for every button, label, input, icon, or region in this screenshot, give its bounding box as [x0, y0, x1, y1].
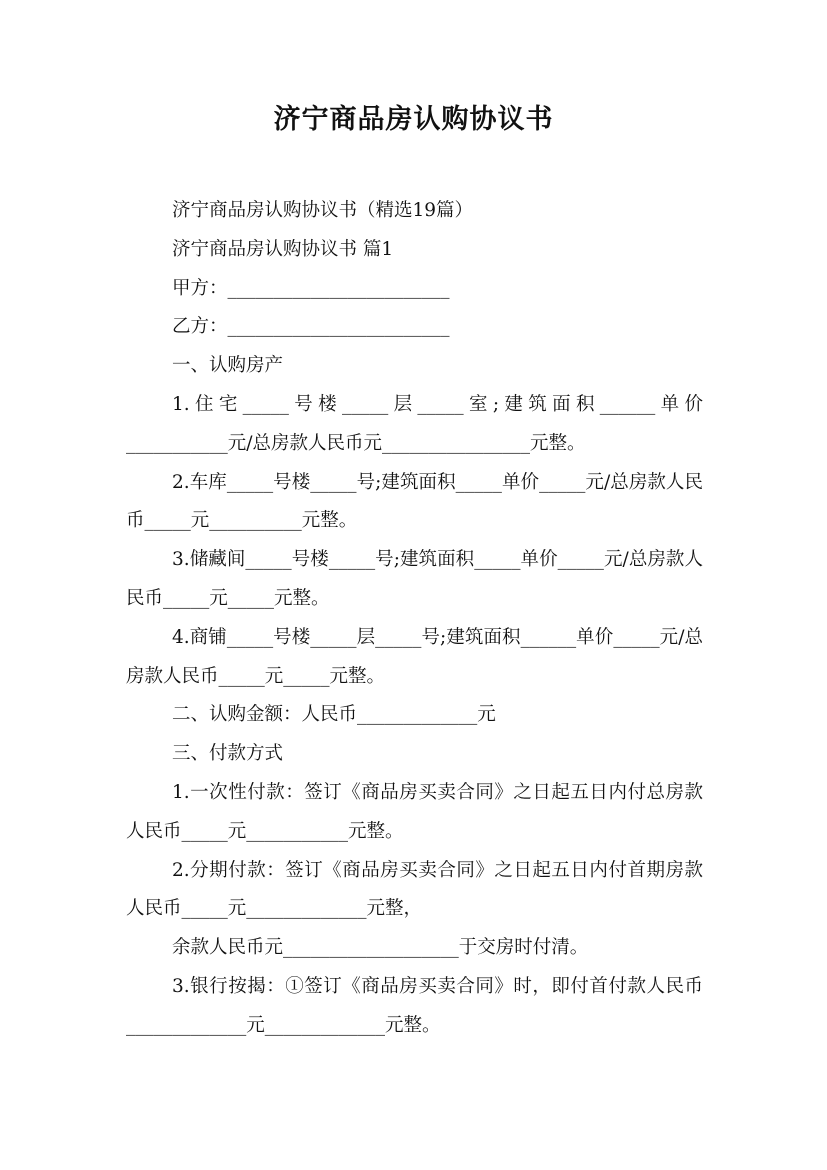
paragraph-mortgage: 3.银行按揭：①签订《商品房买卖合同》时，即付首付款人民币_____________元_____________元整。	[126, 975, 703, 1036]
paragraph-residence: 1.住宅_____号楼_____层_____室;建筑面积______单价___________元/总房款人民币元________________元整。	[126, 393, 703, 454]
paragraph-lump-sum: 1.一次性付款：签订《商品房买卖合同》之日起五日内付总房款人民币_____元___________元整。	[126, 781, 703, 842]
paragraph-garage: 2.车库_____号楼_____号;建筑面积_____单价_____元/总房款人民币_____元__________元整。	[126, 471, 703, 532]
paragraph-subtitle: 济宁商品房认购协议书（精选19篇）	[172, 200, 474, 221]
paragraph-amount: 二、认购金额：人民币_____________元	[172, 704, 496, 726]
paragraph-heading-payment: 三、付款方式	[172, 743, 284, 765]
paragraph-section-heading: 济宁商品房认购协议书 篇1	[172, 238, 394, 260]
paragraph-party-a: 甲方：________________________	[172, 277, 450, 299]
paragraph-storage: 3.储藏间_____号楼_____号;建筑面积_____单价_____元/总房款人民币_____元_____元整。	[126, 549, 703, 609]
paragraph-installment: 2.分期付款：签订《商品房买卖合同》之日起五日内付首期房款人民币_____元_____________元整，	[126, 859, 703, 920]
paragraph-heading-property: 一、认购房产	[172, 355, 284, 377]
document-body	[126, 192, 703, 1046]
paragraph-party-b: 乙方：________________________	[172, 316, 450, 338]
paragraph-shop: 4.商铺_____号楼_____层_____号;建筑面积______单价_____元/总房款人民币_____元_____元整。	[126, 626, 703, 687]
paragraph-balance: 余款人民币元___________________于交房时付清。	[172, 937, 589, 959]
document-title: 济宁商品房认购协议书	[273, 104, 554, 135]
